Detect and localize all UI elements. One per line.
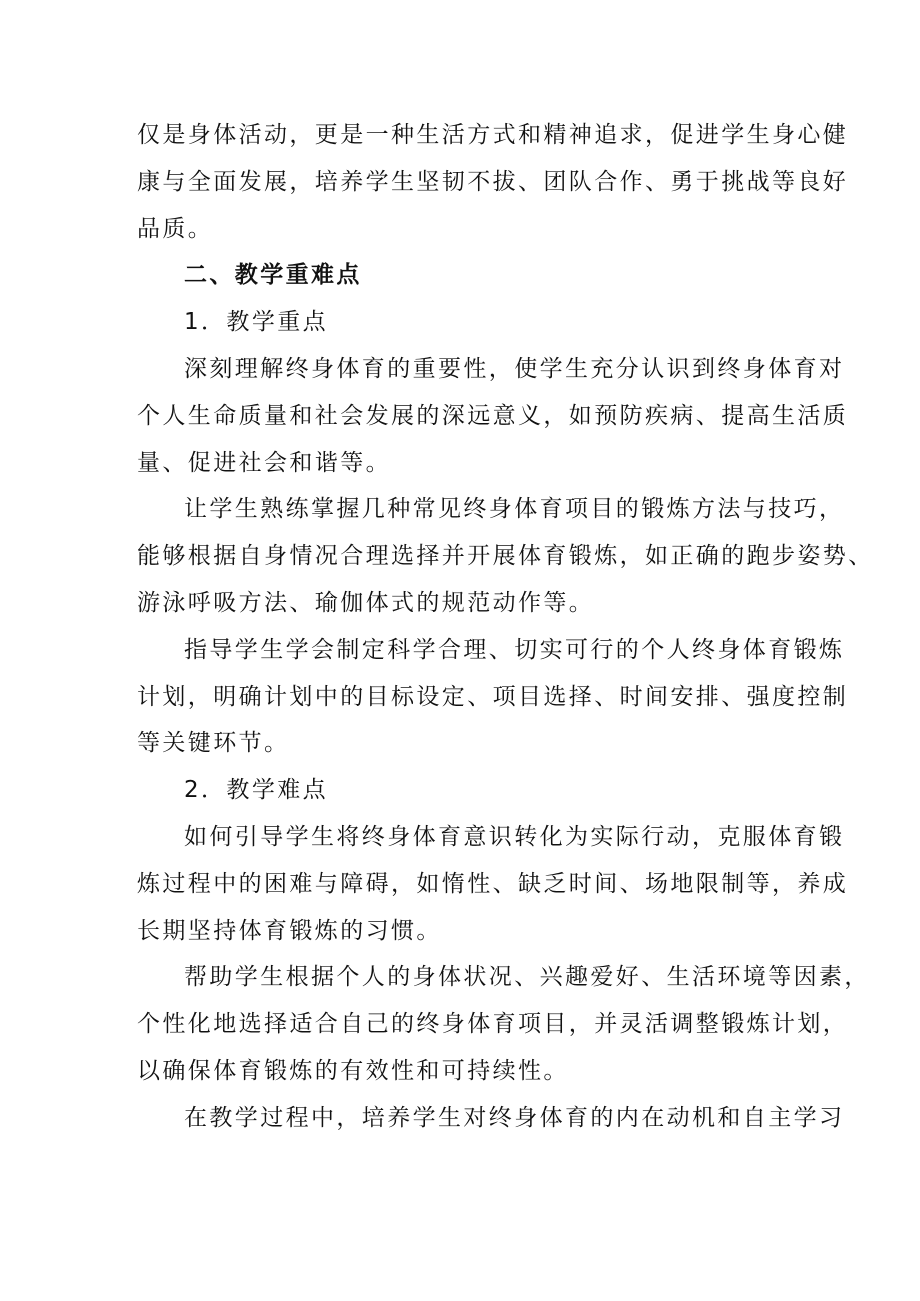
text-line: 品质。 [137, 215, 214, 242]
text-line: 康与全面发展，培养学生坚韧不拔、团队合作、勇于挑战等良好 [137, 168, 849, 195]
text-line: 仅是身体活动，更是一种生活方式和精神追求，促进学生身心健 [137, 122, 849, 148]
text-line: 游泳呼吸方法、瑜伽体式的规范动作等。 [137, 589, 595, 616]
text-line: 个人生命质量和社会发展的深远意义，如预防疾病、提高生活质 [137, 402, 849, 429]
text-line: 计划，明确计划中的目标设定、项目选择、时间安排、强度控制 [137, 683, 849, 710]
text-line: 量、促进社会和谐等。 [137, 449, 391, 476]
section-heading: 二、教学重难点 [184, 262, 362, 289]
text-line: 指导学生学会制定科学合理、切实可行的个人终身体育锻炼 [184, 636, 845, 663]
text-line: 等关键环节。 [137, 730, 290, 757]
text-line: 帮助学生根据个人的身体状况、兴趣爱好、生活环境等因素， [184, 964, 870, 991]
text-line: 1．教学重点 [184, 309, 329, 336]
text-line: 让学生熟练掌握几种常见终身体育项目的锻炼方法与技巧， [184, 496, 845, 523]
text-line: 炼过程中的困难与障碍，如惰性、缺乏时间、场地限制等，养成 [137, 870, 849, 897]
document-body [137, 112, 874, 1142]
text-line: 个性化地选择适合自己的终身体育项目，并灵活调整锻炼计划， [137, 1011, 849, 1038]
text-line: 以确保体育锻炼的有效性和可持续性。 [137, 1057, 569, 1084]
text-line: 长期坚持体育锻炼的习惯。 [137, 917, 442, 944]
text-line: 在教学过程中，培养学生对终身体育的内在动机和自主学习 [184, 1104, 845, 1131]
text-line: 如何引导学生将终身体育意识转化为实际行动，克服体育锻 [184, 823, 845, 850]
text-line: 能够根据自身情况合理选择并开展体育锻炼，如正确的跑步姿势、 [137, 543, 874, 570]
text-line: 2．教学难点 [184, 777, 329, 804]
text-line: 深刻理解终身体育的重要性，使学生充分认识到终身体育对 [184, 355, 845, 382]
